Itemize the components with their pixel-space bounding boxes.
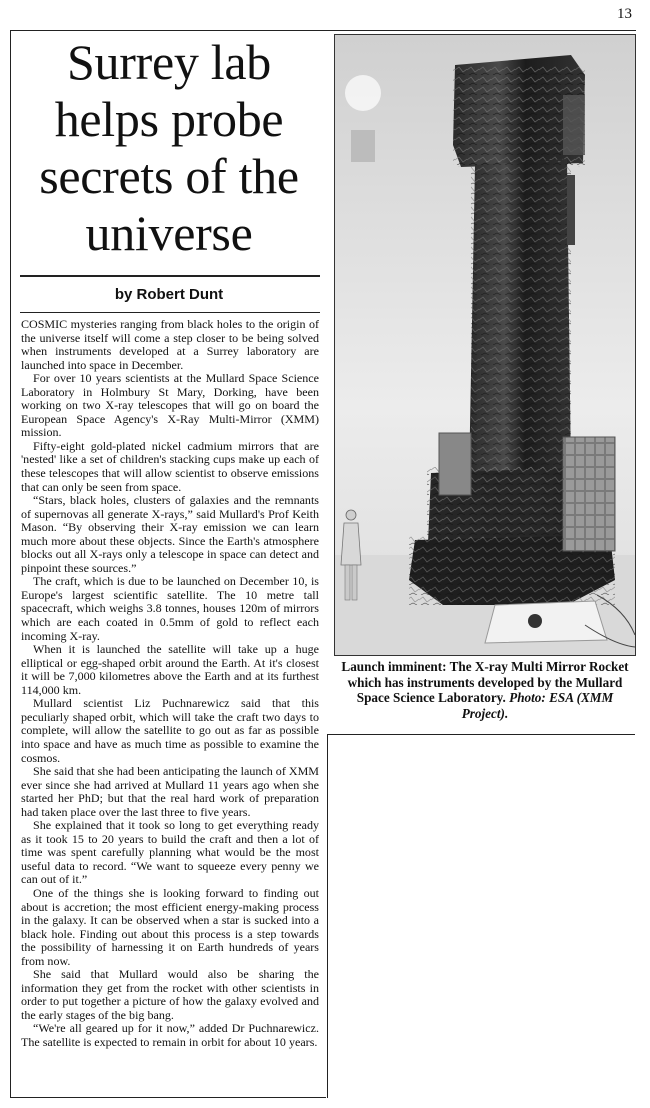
byline-rule — [20, 312, 320, 313]
left-column-rule — [10, 30, 11, 1098]
article-body — [21, 318, 319, 1050]
article-paragraph: Mullard scientist Liz Puchnarewicz said that this peculiarly shaped orbit, which will take the craft two days to complete, will allow the satellite to go out as far as possible into space and have as much time as possible to examine the cosmos. — [21, 696, 319, 765]
bottom-rule — [10, 1097, 326, 1098]
article-paragraph: For over 10 years scientists at the Mullard Space Science Laboratory in Holmbury St Mary, Dorking, have been working on two X-ray telescopes that will go on board the European Space Agency's X-Ray Multi-Mirror (XMM) mission. — [21, 371, 319, 440]
caption-text: Launch imminent: The X-ray Multi Mirror Rocket which has instruments developed by the Mullard Space Science Laboratory. — [341, 659, 629, 705]
byline: by Robert Dunt — [114, 286, 224, 303]
article-paragraph: One of the things she is looking forward to finding out about is accretion; the most efficient energy-making process in the galaxy. It can be observed when a star is sucked into a black hole. Finding out about this process is a step towards the possibility of harnessing it on Earth hundreds of years from now. — [21, 885, 319, 968]
article-paragraph: The craft, which is due to be launched on December 10, is Europe's largest scientific satellite. The 10 metre tall spacecraft, which weighs 3.8 tonnes, houses 120m of mirrors which are each coated in 0.5mm of gold to reflect each incoming X-ray. — [21, 574, 319, 643]
article-paragraph: “Stars, black holes, clusters of galaxies and the remnants of supernovas all generate X-rays,” said Mullard's Prof Keith Mason. “By observing their X-ray emission we can learn much more about these objects. Since the Earth's atmosphere blocks out all X-rays only a telescope in space can detect and pinpoint these sources.” — [21, 493, 319, 575]
headline: Surrey lab helps probe secrets of the universe — [39, 34, 299, 261]
headline-rule — [20, 275, 320, 277]
spacecraft-photo — [334, 34, 636, 656]
article-paragraph: When it is launched the satellite will take up a huge elliptical or egg-shaped orbit around the Earth. At it's closest it will be 7,000 kilometres above the Earth and at its furthest 114,000 km. — [21, 642, 319, 697]
page-number: 13 — [617, 6, 632, 22]
caption-rule — [327, 734, 635, 735]
article-paragraph: COSMIC mysteries ranging from black holes to the origin of the universe itself will come a step closer to be being solved when instruments developed at a Surrey laboratory are launched into space in December. — [21, 317, 319, 372]
article-paragraph: She said that Mullard would also be sharing the information they get from the rocket with other scientists in order to put together a picture of how the galaxy evolved and the early stages of the big bang. — [21, 967, 319, 1022]
photo-caption — [340, 659, 630, 721]
article-paragraph: She explained that it took so long to get everything ready as it took 15 to 20 years to build the craft and then a lot of time was spent carefully planning what would be the most useful data to record. “We want to squeeze every penny we can out of it.” — [21, 818, 319, 887]
article-paragraph: Fifty-eight gold-plated nickel cadmium mirrors that are 'nested' like a set of children's stacking cups make up each of these telescopes that will allow scientist to observe emissions that can only be seen from space. — [21, 438, 319, 494]
column-divider — [327, 734, 328, 1098]
article-paragraph: She said that she had been anticipating the launch of XMM ever since she had arrived at Mullard 11 years ago when she started her PhD; but that the real hard work of preparation had taken place over the last three to five years. — [21, 764, 319, 819]
top-rule — [10, 30, 636, 31]
photo-credit: Photo: ESA (XMM Project). — [461, 690, 614, 721]
article-paragraph: “We're all geared up for it now,” added Dr Puchnarewicz. The satellite is expected to remain in orbit for about 10 years. — [21, 1021, 319, 1049]
